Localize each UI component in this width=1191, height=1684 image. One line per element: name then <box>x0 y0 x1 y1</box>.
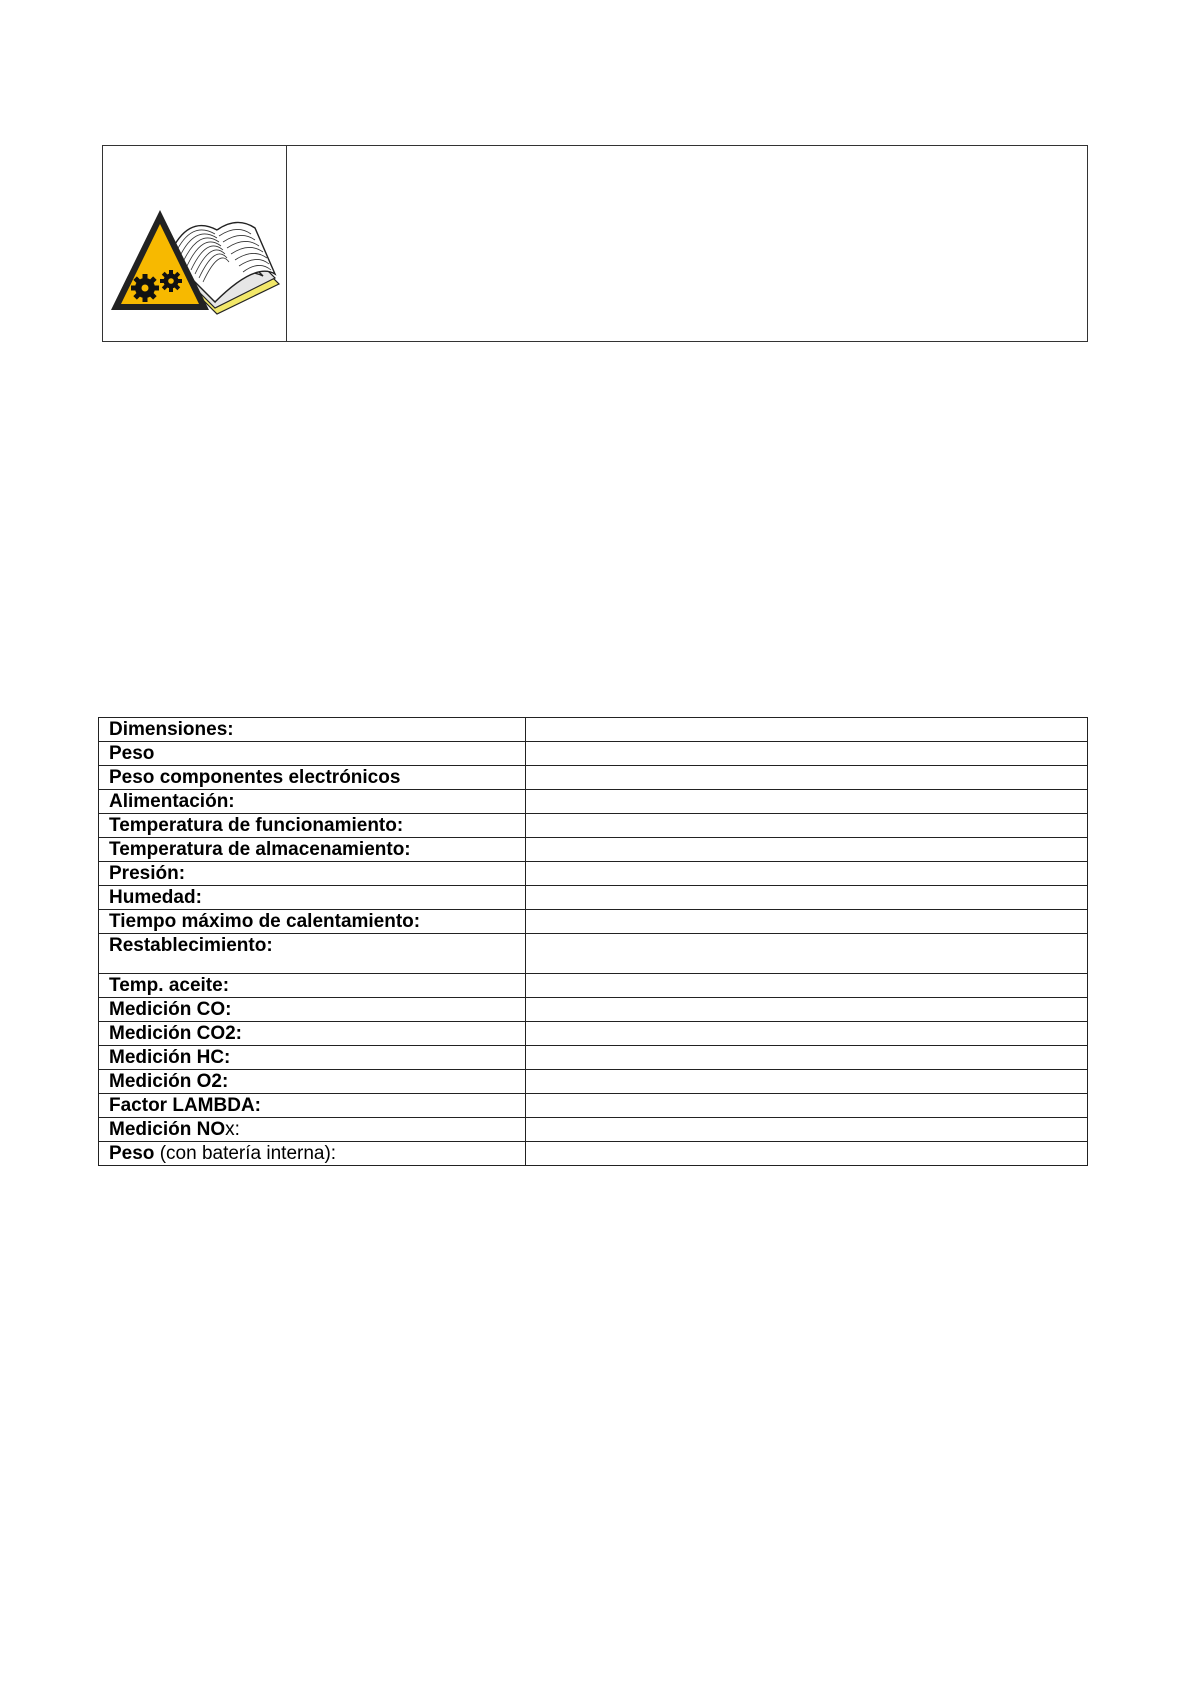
spec-label: Dimensiones: <box>99 718 526 742</box>
table-row <box>99 1046 1088 1070</box>
spec-label: Temperatura de almacenamiento: <box>99 838 526 862</box>
table-row <box>99 910 1088 934</box>
spec-value <box>526 838 1088 862</box>
table-row <box>99 838 1088 862</box>
spec-label: Peso (con batería interna): <box>99 1142 526 1166</box>
table-row <box>99 742 1088 766</box>
spec-label: Medición CO2: <box>99 1022 526 1046</box>
spec-value <box>526 790 1088 814</box>
spec-value <box>526 1118 1088 1142</box>
table-row <box>99 1094 1088 1118</box>
table-row <box>99 886 1088 910</box>
spec-value <box>526 886 1088 910</box>
spec-value <box>526 1046 1088 1070</box>
spec-label: Peso componentes electrónicos <box>99 766 526 790</box>
spec-label: Restablecimiento: <box>99 934 526 974</box>
table-row <box>99 766 1088 790</box>
spec-value <box>526 974 1088 998</box>
spec-value <box>526 910 1088 934</box>
table-row <box>99 1142 1088 1166</box>
spec-value <box>526 862 1088 886</box>
table-row <box>99 974 1088 998</box>
header-icon-cell <box>103 146 287 341</box>
spec-label: Peso <box>99 742 526 766</box>
warning-gears-manual-icon <box>109 206 281 316</box>
table-row <box>99 718 1088 742</box>
spec-label: Medición NOx: <box>99 1118 526 1142</box>
spec-value <box>526 1094 1088 1118</box>
table-row <box>99 1022 1088 1046</box>
table-row <box>99 934 1088 974</box>
spec-label: Alimentación: <box>99 790 526 814</box>
spec-label: Temp. aceite: <box>99 974 526 998</box>
spec-label: Temperatura de funcionamiento: <box>99 814 526 838</box>
spec-value <box>526 934 1088 974</box>
spec-label: Medición HC: <box>99 1046 526 1070</box>
spec-label: Factor LAMBDA: <box>99 1094 526 1118</box>
table-row <box>99 814 1088 838</box>
spec-value <box>526 766 1088 790</box>
spec-value <box>526 1070 1088 1094</box>
spec-label: Presión: <box>99 862 526 886</box>
table-row <box>99 862 1088 886</box>
table-row <box>99 790 1088 814</box>
table-row <box>99 998 1088 1022</box>
spec-label: Medición CO: <box>99 998 526 1022</box>
spec-value <box>526 814 1088 838</box>
specifications-table <box>98 717 1088 1166</box>
spec-label: Tiempo máximo de calentamiento: <box>99 910 526 934</box>
spec-value <box>526 742 1088 766</box>
spec-label: Medición O2: <box>99 1070 526 1094</box>
spec-value <box>526 718 1088 742</box>
header-text-cell <box>287 146 1087 341</box>
table-row <box>99 1118 1088 1142</box>
header-box <box>102 145 1088 342</box>
spec-value <box>526 1022 1088 1046</box>
spec-label: Humedad: <box>99 886 526 910</box>
spec-value <box>526 1142 1088 1166</box>
table-row <box>99 1070 1088 1094</box>
spec-value <box>526 998 1088 1022</box>
